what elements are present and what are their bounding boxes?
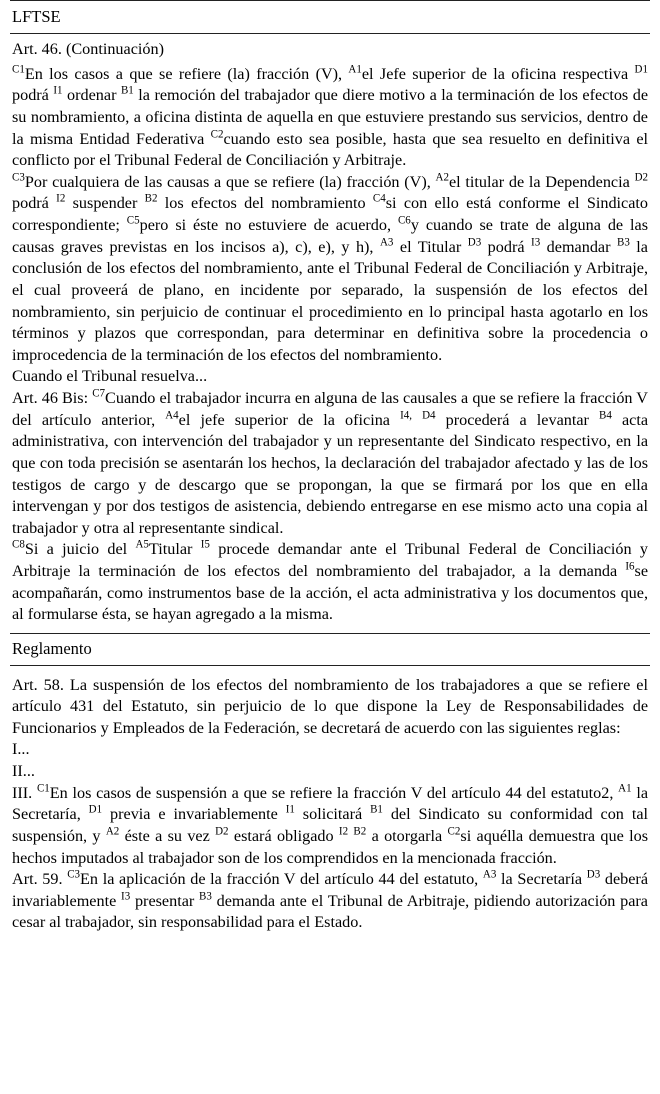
section-title-reglamento: Reglamento xyxy=(12,638,92,658)
article-title-46: Art. 46. (Continuación) xyxy=(12,40,164,58)
paragraph: Art. 46 Bis: $^{C7}$Cuando el trabajador incurra en alguna de las causales a que se refiere la fracción V del artículo anterior, $^{A4}$el jefe superior de la oficina $^{I4,}$ $^{D4}$ procederá a levantar $^{B4}$ acta administrativa, con intervención del trabajador y un representante del Sindicato respectivo, en la que con toda precisión se asentarán los hechos, la declaración del trabajador afectado y las de los testigos de cargo y de descargo que se propongan, la que se firmará por los que en ella intervengan y por dos testigos de asistencia, debiendo entregarse en ese mismo acto una copia al trabajador y otra al representante sindical. xyxy=(12,387,648,537)
list-item: III. $^{C1}$En los casos de suspensión a que se refiere la fracción V del artículo 44 del estatuto2, $^{A1}$ la Secretaría, $^{D1}$ previa e invariablemente $^{I1}$ solicitará $^{B1}$ del Sindicato su conformidad con tal suspensión, y $^{A2}$ éste a su vez $^{D2}$ estará obligado $^{I2}$ $^{B2}$ a otorgarla $^{C2}$si aquélla demuestra que los hechos imputados al trabajador son de los comprendidos en la mencionada fracción. xyxy=(12,782,649,867)
document-header: LFTSE xyxy=(12,7,61,26)
paragraph: $^{C3}$Por cualquiera de las causas a que se refiere (la) fracción (V), $^{A2}$el titular de la Dependencia $^{D2}$ podrá $^{I2}$ suspender $^{B2}$ los efectos del nombramiento $^{C4}$si con ello está conforme el Sindicato correspondiente; $^{C5}$pero si éste no estuviere de acuerdo, $^{C6}$y cuando se trate de alguna de las causas graves previstas en los incisos a), c), e), y h), $^{A3}$ el Titular $^{D3}$ podrá $^{I3}$ demandar $^{B3}$ la conclusión de los efectos del nombramiento, ante el Tribunal Federal de Conciliación y Arbitraje, el cual proveerá de plano, en incidente por separado, la suspensión de los efectos del nombramiento, sin perjuicio de continuar el procedimiento en lo principal hasta agotarlo en los términos y plazos que correspondan, para determinar en definitiva sobre la procedencia o improcedencia de la terminación de los efectos del nombramiento. xyxy=(12,171,649,364)
reglamento-section xyxy=(10,666,650,935)
paragraph: Art. 59. $^{C3}$En la aplicación de la fracción V del artículo 44 del estatuto, $^{A3}$ la Secretaría $^{D3}$ deberá invariablemente $^{I3}$ presentar $^{B3}$ demanda ante el Tribunal de Arbitraje, pidiendo autorización para cesar al trabajador, sin responsabilidad para el Estado. xyxy=(12,868,649,932)
list-item: I... xyxy=(12,740,30,759)
lftse-section xyxy=(10,34,650,633)
paragraph: $^{C1}$En los casos a que se refiere (la) fracción (V), $^{A1}$el Jefe superior de la oficina respectiva $^{D1}$ podrá $^{I1}$ ordenar $^{B1}$ la remoción del trabajador que diere motivo a la terminación de los efectos de su nombramiento, a oficina distinta de aquella en que estuviere prestando sus servicios, dentro de la misma Entidad Federativa $^{C2}$cuando esto sea posible, hasta que sea resuelto en definitiva el conflicto por el Tribunal Federal de Conciliación y Arbitraje. xyxy=(12,63,648,170)
paragraph: Art. 58. La suspensión de los efectos del nombramiento de los trabajadores a que se refiere el artículo 431 del Estatuto, sin perjuicio de lo que dispone la Ley de Responsabilidades de Funcionarios y Empleados de la Federación, se decretará de acuerdo con las siguientes reglas: xyxy=(12,675,648,737)
paragraph: Cuando el Tribunal resuelva... xyxy=(12,367,208,386)
paragraph: $^{C8}$Si a juicio del $^{A5}$Titular $^{I5}$ procede demandar ante el Tribunal Federal de Conciliación y Arbitraje la terminación de los efectos del nombramiento del trabajador, a la demanda $^{I6}$se acompañarán, como instrumentos base de la acción, el acta administrativa y los documentos que, al formularse ésta, se hayan agregado a la misma. xyxy=(12,538,648,624)
list-item: II... xyxy=(12,762,35,780)
